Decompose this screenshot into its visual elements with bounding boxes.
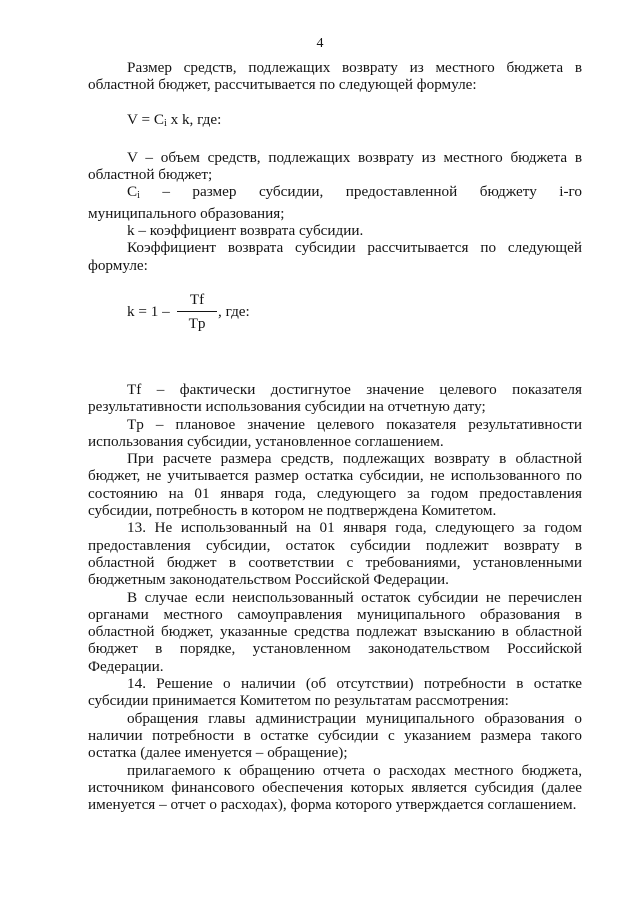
definition-c <box>88 183 582 222</box>
formula-k-suffix: , где: <box>218 302 250 320</box>
item-13-case: В случае если неиспользованный остаток субсидии не перечислен органами местного самоуправления муниципального образования в областной бюджет, указанные средства подлежат взысканию в областной бюджет в порядке, установленном законодательством Российской Федерации. <box>88 588 582 675</box>
definition-c-text: – размер субсидии, предоставленной бюджету i-го муниципального образования; <box>88 183 582 222</box>
formula-v <box>88 111 582 132</box>
formula-v-lhs: V = C <box>127 110 164 128</box>
intro-paragraph: Размер средств, подлежащих возврату из местного бюджета в областной бюджет, рассчитывается по следующей формуле: <box>88 59 582 94</box>
document-body <box>88 59 582 813</box>
report-paragraph: прилагаемого к обращению отчета о расходах местного бюджета, источником финансового обеспечения которых является субсидия (далее именуется – отчет о расходах), форма которого утверждается соглашением. <box>88 761 582 814</box>
formula-v-subscript: i <box>163 117 167 129</box>
definition-tf: Tf – фактически достигнутое значение целевого показателя результативности использования субсидии на отчетную дату; <box>88 380 582 416</box>
appeal-paragraph: обращения главы администрации муниципального образования о наличии потребности в остатке субсидии с указанием размера такого остатка (далее именуется – обращение); <box>88 709 582 762</box>
definition-k: k – коэффициент возврата субсидии. <box>127 222 364 240</box>
definition-c-symbol: C <box>127 183 138 201</box>
formula-k-numerator: Tf <box>189 290 205 308</box>
formula-k-fraction <box>177 291 217 332</box>
page-number: 4 <box>316 36 324 51</box>
definition-tp: Tp – плановое значение целевого показателя результативности использования субсидии, установленное соглашением. <box>88 415 582 450</box>
formula-k <box>88 291 582 337</box>
formula-k-denominator: Tp <box>188 314 206 332</box>
formula-v-rhs: x k, где: <box>166 110 222 128</box>
formula-k-prefix: k = 1 – <box>127 302 170 320</box>
item-13: 13. Не использованный на 01 января года, следующего за годом предоставления субсидии, остаток субсидии подлежит возврату в областной бюджет в соответствии с требованиями, установленными бюджетным законодательством Российской Федерации. <box>88 519 582 589</box>
coefficient-intro: Коэффициент возврата субсидии рассчитывается по следующей формуле: <box>88 239 582 274</box>
calculation-note: При расчете размера средств, подлежащих возврату в областной бюджет, не учитывается размер остатка субсидии, не использованного по состоянию на 01 января года, следующего за годом предоставления субсидии, потребность в котором не подтверждена Комитетом. <box>88 450 582 520</box>
item-14: 14. Решение о наличии (об отсутствии) потребности в остатке субсидии принимается Комитетом по результатам рассмотрения: <box>88 675 582 710</box>
definition-c-subscript: i <box>137 190 140 202</box>
fraction-bar <box>177 311 217 312</box>
definition-v: V – объем средств, подлежащих возврату из местного бюджета в областной бюджет; <box>88 148 582 184</box>
